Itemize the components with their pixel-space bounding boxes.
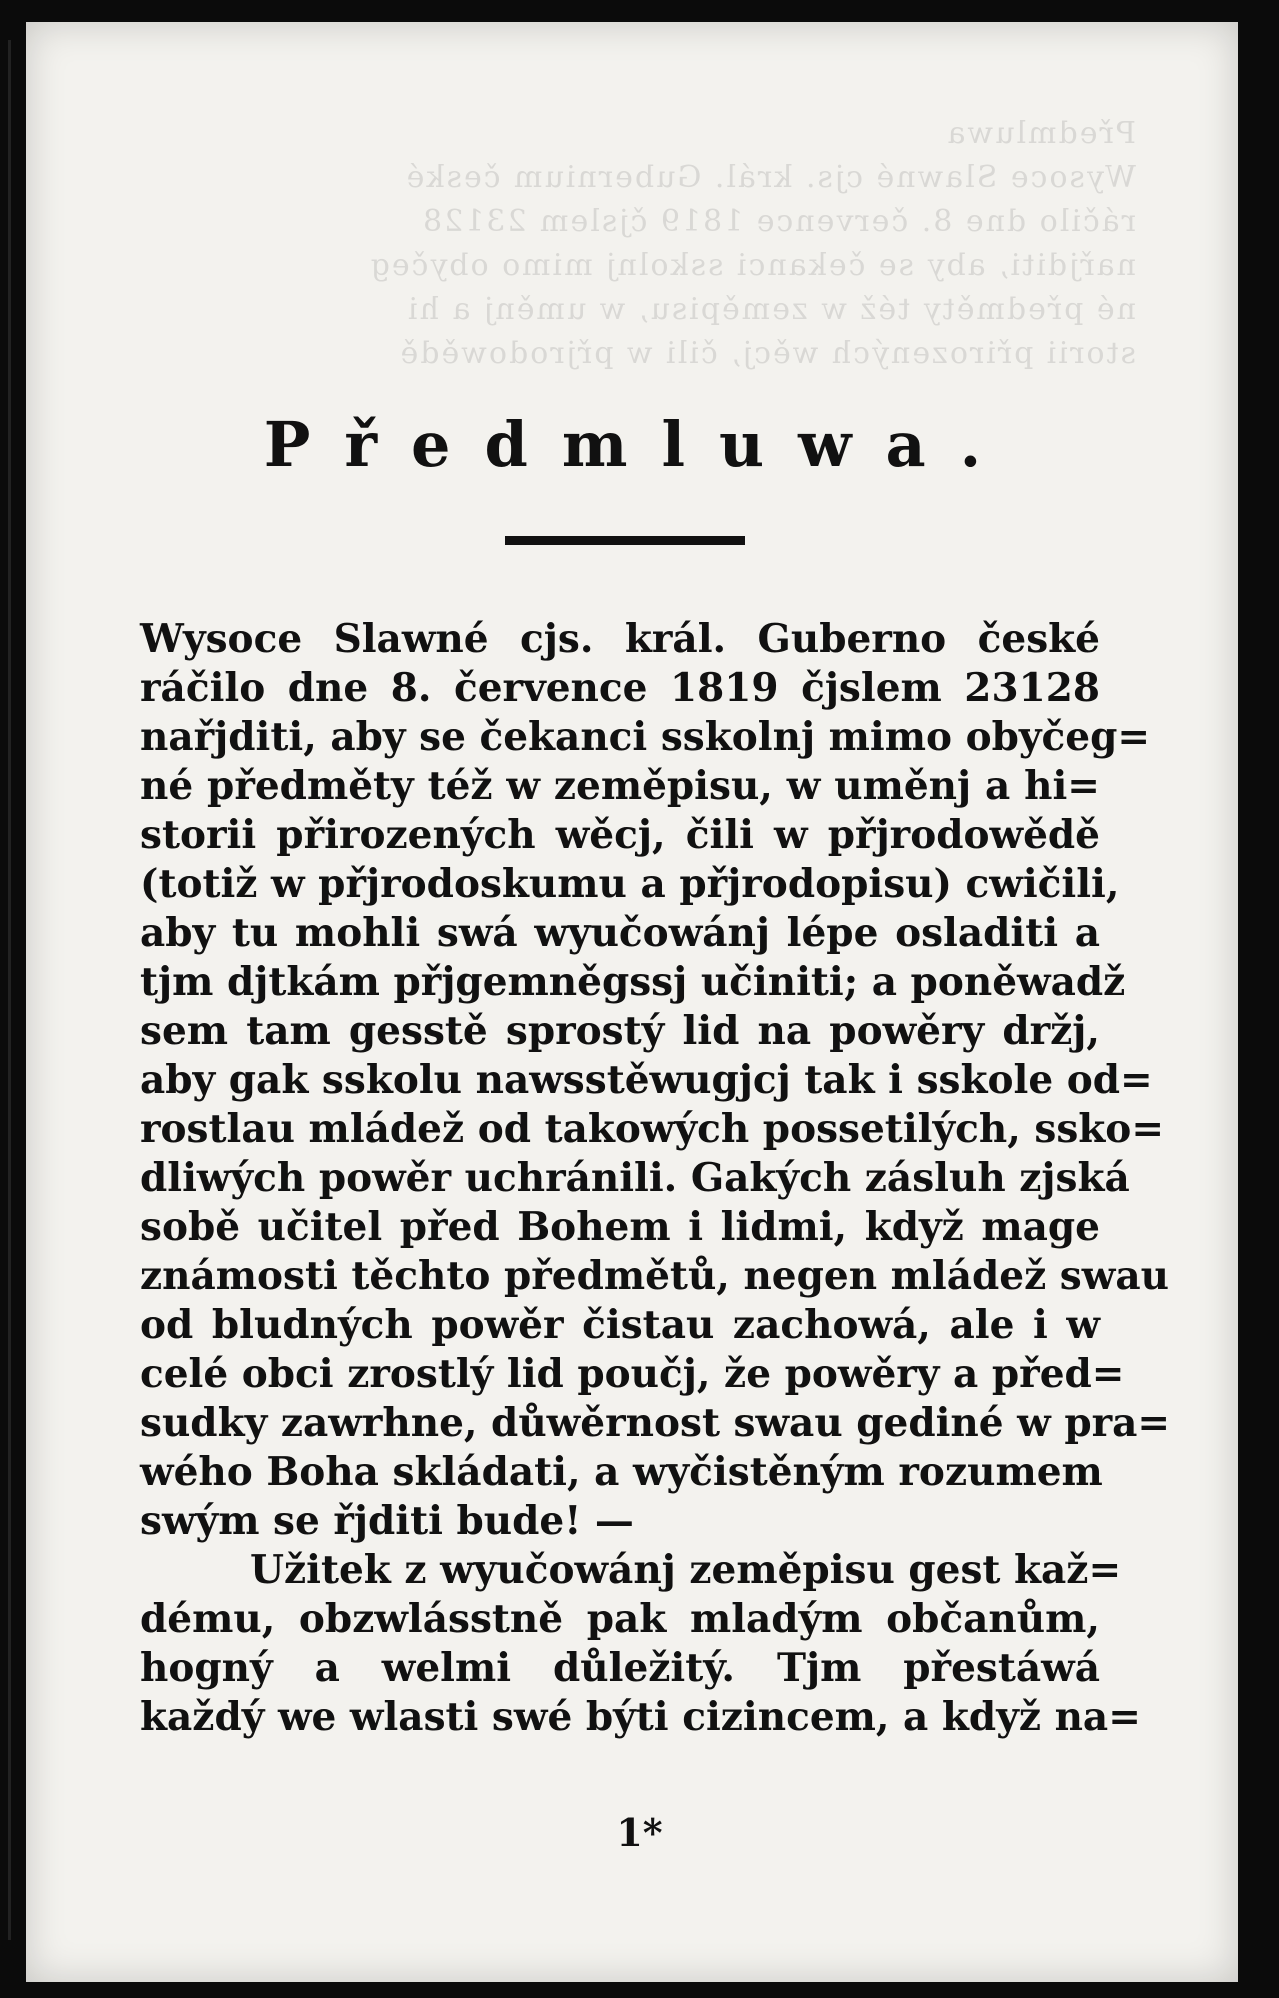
bleed-through-text: Předmluwa Wysoce Slawné cjs. král. Gubernium české ráčilo dne 8. července 1819 čjslem 23128 nařjditi, aby se čekanci sskolnj mimo obyčeg né předměty též w zeměpisu, w uměnj a hi storii přirozených wěcj, čili w přjrodowědě: [368, 116, 1136, 371]
text-line: sudky zawrhne, důwěrnost swau gediné w pra=: [140, 1400, 1171, 1446]
text-line: (totiž w přjrodoskumu a přjrodopisu) cwičili,: [140, 861, 1120, 907]
paragraph-2: [140, 1546, 1141, 1742]
text-line: sem tam gesstě sprostý lid na powěry držj,: [140, 1008, 1100, 1054]
text-line: dému, obzwlásstně pak mladým občanům,: [140, 1596, 1100, 1642]
text-line: aby gak sskolu nawsstěwugjcj tak i sskole od=: [140, 1057, 1153, 1103]
text-line: rostlau mládež od takowých possetilých, ssko=: [140, 1106, 1164, 1152]
text-line: ráčilo dne 8. července 1819 čjslem 23128: [140, 665, 1100, 711]
text-line: nařjditi, aby se čekanci sskolnj mimo obyčeg=: [140, 714, 1151, 760]
text-line: každý we wlasti swé býti cizincem, a když na=: [140, 1694, 1141, 1740]
body-text: [140, 615, 1171, 1742]
binding-edge: [8, 40, 11, 1940]
text-line: celé obci zrostlý lid poučj, že powěry a před=: [140, 1351, 1125, 1397]
text-line: sobě učitel před Bohem i lidmi, když mage: [140, 1204, 1100, 1250]
text-line: Wysoce Slawné cjs. král. Guberno české: [140, 616, 1100, 662]
text-line: aby tu mohli swá wyučowánj lépe osladiti a: [140, 910, 1100, 956]
text-line: hogný a welmi důležitý. Tjm přestáwá: [140, 1645, 1100, 1691]
text-line: wého Boha skládati, a wyčistěným rozumem: [140, 1449, 1103, 1495]
paragraph-1: [140, 615, 1171, 1546]
page-title: Předmluwa.: [263, 408, 1016, 481]
text-line: swým se řjditi bude! —: [140, 1498, 634, 1544]
title-rule: [505, 536, 745, 545]
text-line: od bludných powěr čistau zachowá, ale i w: [140, 1302, 1100, 1348]
text-line: né předměty též w zeměpisu, w uměnj a hi=: [140, 763, 1100, 809]
text-line: storii přirozených wěcj, čili w přjrodowědě: [140, 812, 1100, 858]
text-line: dliwých powěr uchránili. Gakých zásluh zjská: [140, 1155, 1130, 1201]
signature-mark: 1*: [616, 1810, 663, 1855]
text-line: Užitek z wyučowánj zeměpisu gest kaž=: [250, 1547, 1122, 1593]
text-line: známosti těchto předmětů, negen mládež swau: [140, 1253, 1169, 1299]
text-line: tjm djtkám přjgemněgssj učiniti; a poněwadž: [140, 959, 1126, 1005]
